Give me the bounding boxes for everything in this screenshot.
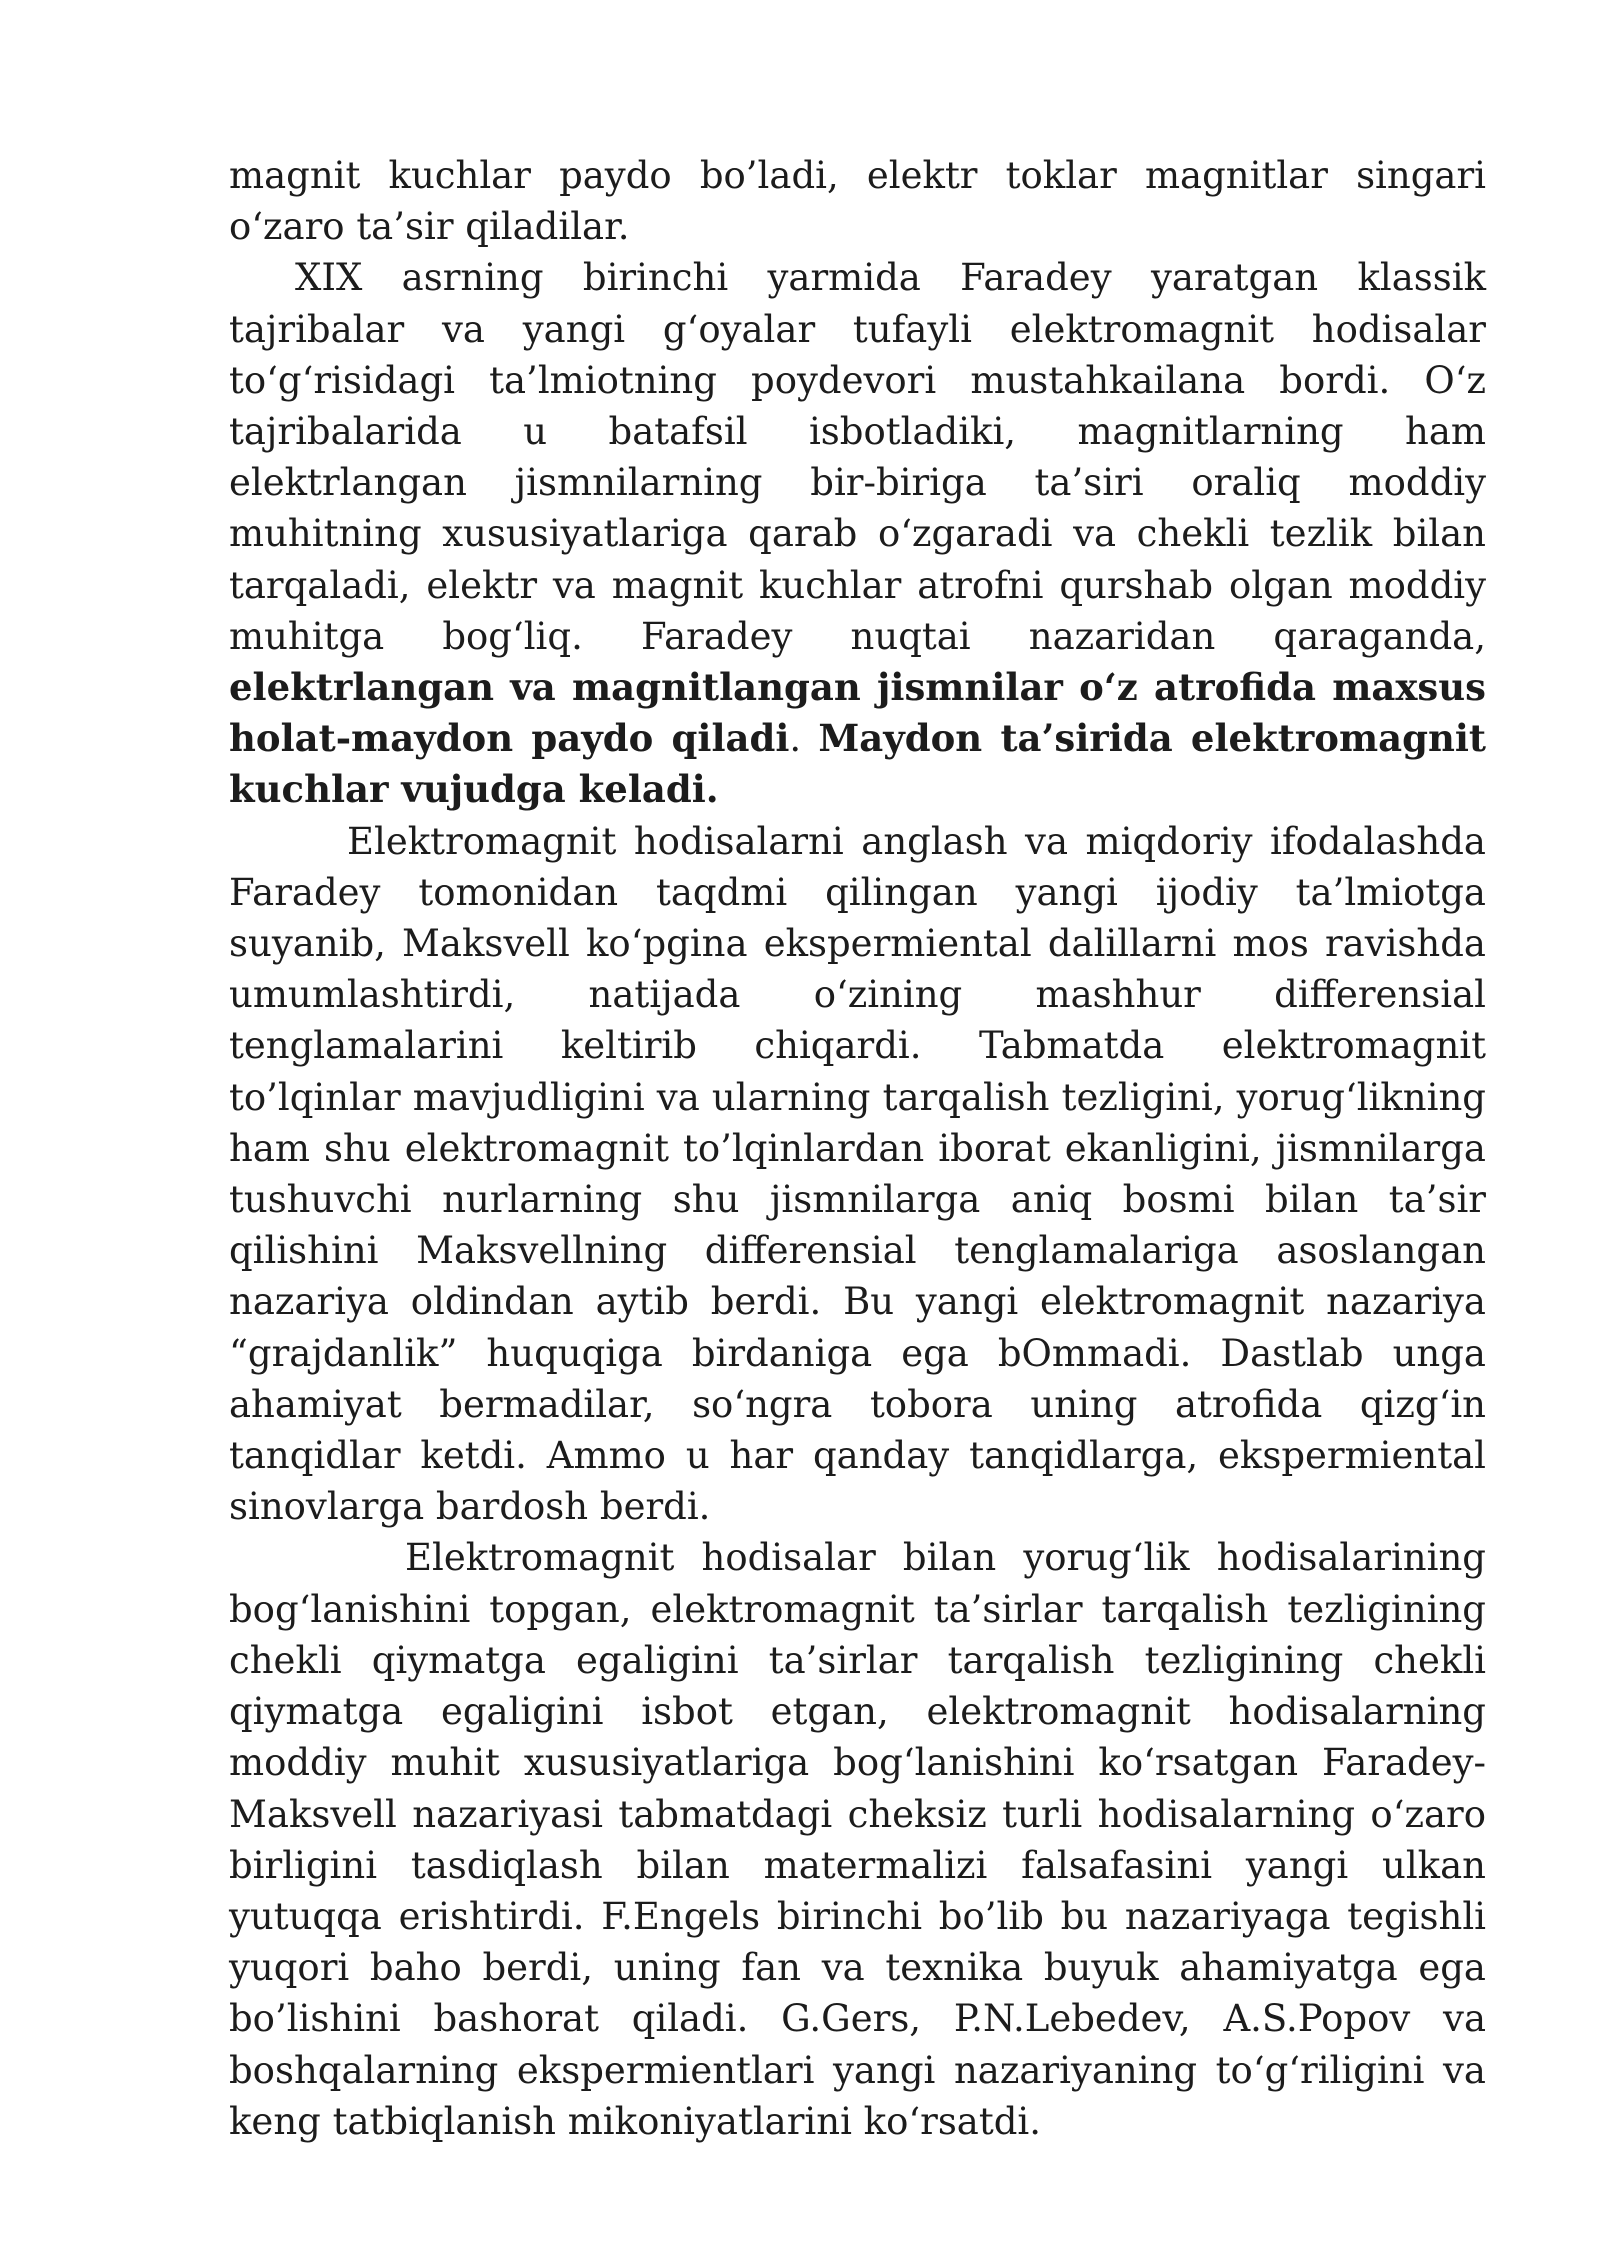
paragraph-3: Elektromagnit hodisalarni anglash va miqdoriy ifodalashda Faradey tomonidan taqdmi qilingan yangi ijodiy ta’lmiotga suyanib, Maksvell ko‘pgina ekspermiental dalillarni mos ravishda umumlashtirdi, natijada o‘zining mashhur differensial tenglamalarini keltirib chiqardi. Tabmatda elektromagnit to’lqinlar mavjudligini va ularning tarqalish tezligini, yorug‘likning ham shu elektromagnit to’lqinlardan iborat ekanligini, jismnilarga tushuvchi nurlarning shu jismnilarga aniq bosmi bilan ta’sir qilishini Maksvellning differensial tenglamalariga asoslangan nazariya oldindan aytib berdi. Bu yangi elektromagnit nazariya “grajdanlik” huquqiga birdaniga ega bOmmadi. Dastlab unga ahamiyat bermadilar, so‘ngra tobora uning atrofida qizg‘in tanqidlar ketdi. Ammo u har qanday tanqidlarga, ekspermiental sinovlarga bardosh berdi. <box>229 819 1486 1529</box>
paragraph-2 <box>229 252 1486 815</box>
document-page <box>229 150 1486 2147</box>
paragraph-4: Elektromagnit hodisalar bilan yorug‘lik hodisalarining bog‘lanishini topgan, elektromagnit ta’sirlar tarqalish tezligining chekli qiymatga egaligini ta’sirlar tarqalish tezligining chekli qiymatga egaligini isbot etgan, elektromagnit hodisalarning moddiy muhit xususiyatlariga bog‘lanishini ko‘rsatgan Faradey-Maksvell nazariyasi tabmatdagi cheksiz turli hodisalarning o‘zaro birligini tasdiqlash bilan matermalizi falsafasini yangi ulkan yutuqqa erishtirdi. F.Engels birinchi bo’lib bu nazariyaga tegishli yuqori baho berdi, uning fan va texnika buyuk ahamiyatga ega bo’lishini bashorat qiladi. G.Gers, P.N.Lebedev, A.S.Popov va boshqalarning ekspermientlari yangi nazariyaning to‘g‘riligini va keng tatbiqlanish mikoniyatlarini ko‘rsatdi. <box>229 1536 1486 2143</box>
paragraph-2-separator: . <box>789 717 819 761</box>
paragraph-2-bold-conclusion: Maydon ta’sirida elektromagnit kuchlar vujudga keladi. <box>229 716 1487 812</box>
paragraph-1: magnit kuchlar paydo bo’ladi, elektr toklar magnitlar singari o‘zaro ta’sir qiladilar. <box>229 154 1486 249</box>
paragraph-2-text: XIX asrning birinchi yarmida Faradey yaratgan klassik tajribalar va yangi g‘oyalar tufayli elektromagnit hodisalar to‘g‘risidagi ta’lmiotning poydevori mustahkailana bordi. O‘z tajribalarida u batafsil isbotladiki, magnitlarning ham elektrlangan jismnilarning bir-biriga ta’siri oraliq moddiy muhitning xususiyatlariga qarab o‘zgaradi va chekli tezlik bilan tarqaladi, elektr va magnit kuchlar atrofni qurshab olgan moddiy muhitga bog‘liq. Faradey nuqtai nazaridan qaraganda, <box>229 256 1486 658</box>
paragraph-2-bold-statement: elektrlangan va magnitlangan jismnilar o‘z atrofida maxsus holat-maydon paydo qiladi <box>229 665 1486 761</box>
